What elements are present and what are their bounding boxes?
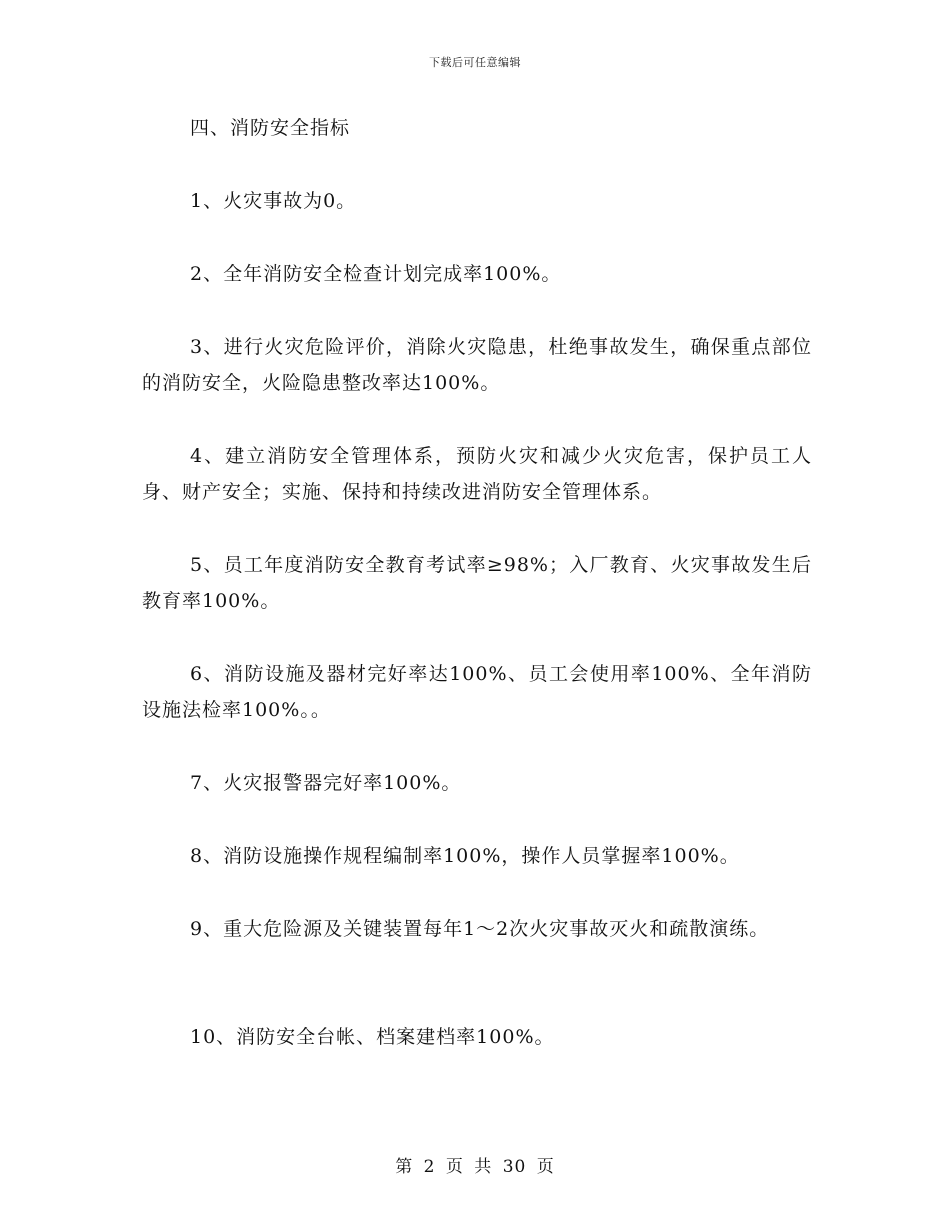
list-item: 7、火灾报警器完好率100%。	[190, 772, 462, 794]
list-item: 4、建立消防安全管理体系，预防火灾和减少火灾危害，保护员工人身、财产安全；实施、保持和持续改进消防安全管理体系。	[142, 445, 812, 503]
list-item: 3、进行火灾危险评价，消除火灾隐患，杜绝事故发生，确保重点部位的消防安全，火险隐患整改率达100%。	[142, 336, 812, 394]
list-item: 8、消防设施操作规程编制率100%，操作人员掌握率100%。	[190, 845, 740, 867]
document-body	[142, 110, 812, 1092]
section-title: 四、消防安全指标	[190, 117, 351, 139]
list-item: 1、火灾事故为0。	[190, 190, 357, 212]
list-item: 5、员工年度消防安全教育考试率≥98%；入厂教育、火灾事故发生后教育率100%。	[142, 554, 812, 612]
list-item: 10、消防安全台帐、档案建档率100%。	[190, 1026, 555, 1048]
page-number: 第 2 页 共 30 页	[395, 1157, 555, 1177]
list-item: 9、重大危险源及关键装置每年1～2次火灾事故灭火和疏散演练。	[190, 918, 770, 940]
list-item: 2、全年消防安全检查计划完成率100%。	[190, 263, 562, 285]
list-item: 6、消防设施及器材完好率达100%、员工会使用率100%、全年消防设施法检率100%。。	[142, 663, 812, 721]
page-header: 下载后可任意编辑	[429, 56, 521, 69]
